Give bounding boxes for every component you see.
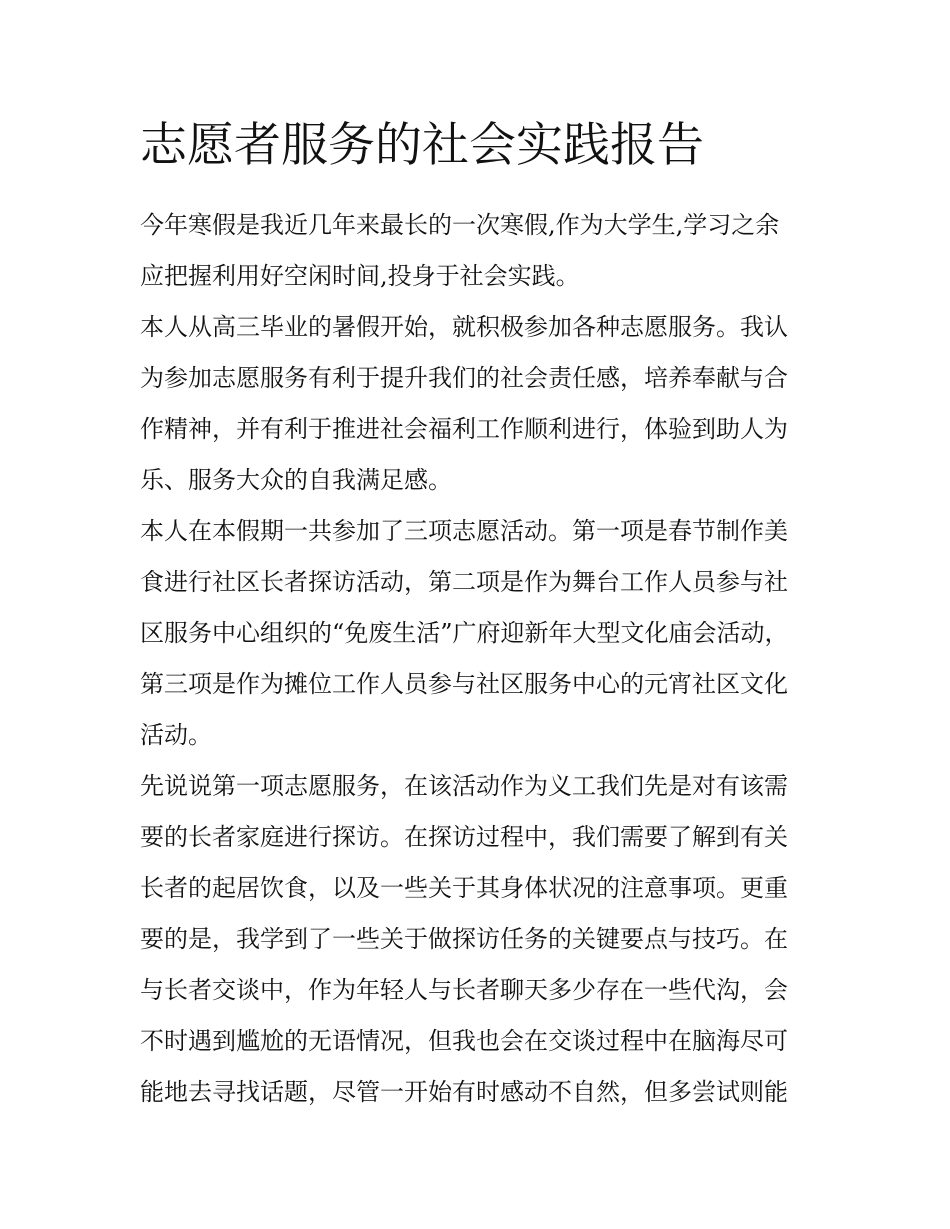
text-line: 能地去寻找话题，尽管一开始有时感动不自然，但多尝试则能 [140, 1078, 788, 1106]
document-title: 志愿者服务的社会实践报告 [140, 118, 704, 173]
text-line: 长者的起居饮食，以及一些关于其身体状况的注意事项。更重 [140, 874, 788, 902]
text-line: 活动。 [140, 721, 212, 749]
text-line: 不时遇到尴尬的无语情况，但我也会在交谈过程中在脑海尽可 [140, 1027, 788, 1055]
text-line: 本人从高三毕业的暑假开始，就积极参加各种志愿服务。我认 [140, 313, 788, 341]
text-line: 应把握利用好空闲时间,投身于社会实践。 [140, 262, 580, 290]
text-line: 食进行社区长者探访活动，第二项是作为舞台工作人员参与社 [140, 568, 788, 596]
text-line: 本人在本假期一共参加了三项志愿活动。第一项是春节制作美 [140, 517, 788, 545]
text-line: 第三项是作为摊位工作人员参与社区服务中心的元宵社区文化 [140, 670, 788, 698]
text-line: 今年寒假是我近几年来最长的一次寒假,作为大学生,学习之余 [140, 211, 780, 239]
text-line: 要的是，我学到了一些关于做探访任务的关键要点与技巧。在 [140, 925, 788, 953]
document-body [140, 200, 820, 1118]
text-line: 区服务中心组织的“免废生活”广府迎新年大型文化庙会活动， [140, 619, 789, 647]
text-line: 要的长者家庭进行探访。在探访过程中，我们需要了解到有关 [140, 823, 788, 851]
text-line: 先说说第一项志愿服务，在该活动作为义工我们先是对有该需 [140, 772, 788, 800]
text-line: 与长者交谈中，作为年轻人与长者聊天多少存在一些代沟，会 [140, 976, 788, 1004]
text-line: 为参加志愿服务有利于提升我们的社会责任感，培养奉献与合 [140, 364, 788, 392]
text-line: 乐、服务大众的自我满足感。 [140, 466, 452, 494]
text-line: 作精神，并有利于推进社会福利工作顺利进行，体验到助人为 [140, 415, 788, 443]
